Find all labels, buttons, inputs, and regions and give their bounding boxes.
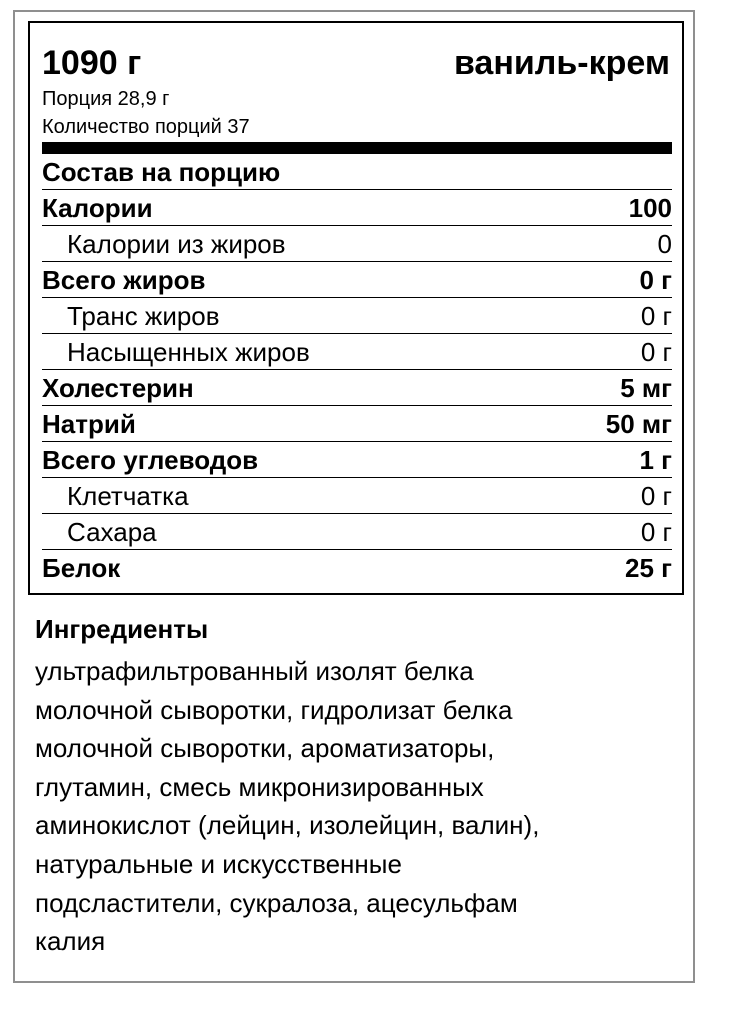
nutrient-name: Калории (42, 193, 153, 223)
ingredients-line: калия (35, 926, 106, 957)
ingredients-line: глутамин, смесь микронизированных (35, 771, 484, 802)
thick-divider (42, 142, 672, 154)
serving-size: Порция 28,9 г (42, 88, 170, 110)
nutrient-name: Холестерин (42, 373, 194, 403)
flavor-name: ваниль-крем (453, 44, 670, 82)
nutrient-row-calories (42, 190, 672, 226)
nutrient-value: 0 г (640, 481, 672, 511)
ingredients-line: подсластители, сукралоза, ацесульфам (35, 887, 518, 918)
nutrient-name: Всего углеводов (42, 445, 259, 475)
nutrient-value: 0 г (640, 301, 672, 331)
nutrient-value: 0 г (640, 337, 672, 367)
nutrient-value: 0 г (639, 265, 672, 295)
nutrient-name: Клетчатка (67, 481, 189, 511)
nutrient-row-trans-fat (42, 298, 672, 334)
nutrient-name: Белок (42, 553, 121, 583)
nutrition-table (42, 154, 672, 586)
ingredients-title: Ингредиенты (35, 614, 209, 644)
nutrient-name: Калории из жиров (67, 229, 286, 259)
servings-count: Количество порций 37 (42, 116, 250, 138)
nutrient-row-fiber (42, 478, 672, 514)
nutrition-facts-panel (28, 21, 684, 595)
ingredients-text (35, 652, 655, 961)
nutrient-row-protein (42, 550, 672, 586)
nutrient-name: Натрий (42, 409, 136, 439)
section-title: Состав на порцию (42, 157, 281, 187)
label-header (42, 43, 670, 83)
nutrient-value: 100 (628, 193, 672, 223)
nutrient-row-cholesterol (42, 370, 672, 406)
nutrient-row-sodium (42, 406, 672, 442)
nutrient-row-saturated-fat (42, 334, 672, 370)
nutrient-row-total-fat (42, 262, 672, 298)
nutrient-value: 25 г (625, 553, 672, 583)
nutrient-value: 0 (657, 229, 672, 259)
ingredients-line: ультрафильтрованный изолят белка (35, 656, 474, 686)
nutrient-name: Всего жиров (42, 265, 206, 295)
ingredients-line: аминокислот (лейцин, изолейцин, валин), (35, 810, 540, 841)
nutrient-value: 50 мг (605, 409, 672, 439)
ingredients-line: молочной сыворотки, гидролизат белка (35, 694, 513, 725)
nutrient-row-sugars (42, 514, 672, 550)
nutrient-value: 1 г (639, 445, 672, 475)
ingredients-line: молочной сыворотки, ароматизаторы, (35, 733, 495, 764)
section-title-row (42, 154, 672, 190)
nutrient-row-calories-from-fat (42, 226, 672, 262)
nutrient-name: Сахара (67, 517, 157, 547)
nutrient-value: 0 г (640, 517, 672, 547)
package-weight: 1090 г (42, 44, 142, 82)
nutrient-row-total-carbs (42, 442, 672, 478)
nutrient-name: Транс жиров (67, 301, 220, 331)
ingredients-line: натуральные и искусственные (35, 848, 402, 879)
nutrient-value: 5 мг (620, 373, 672, 403)
nutrient-name: Насыщенных жиров (67, 337, 310, 367)
